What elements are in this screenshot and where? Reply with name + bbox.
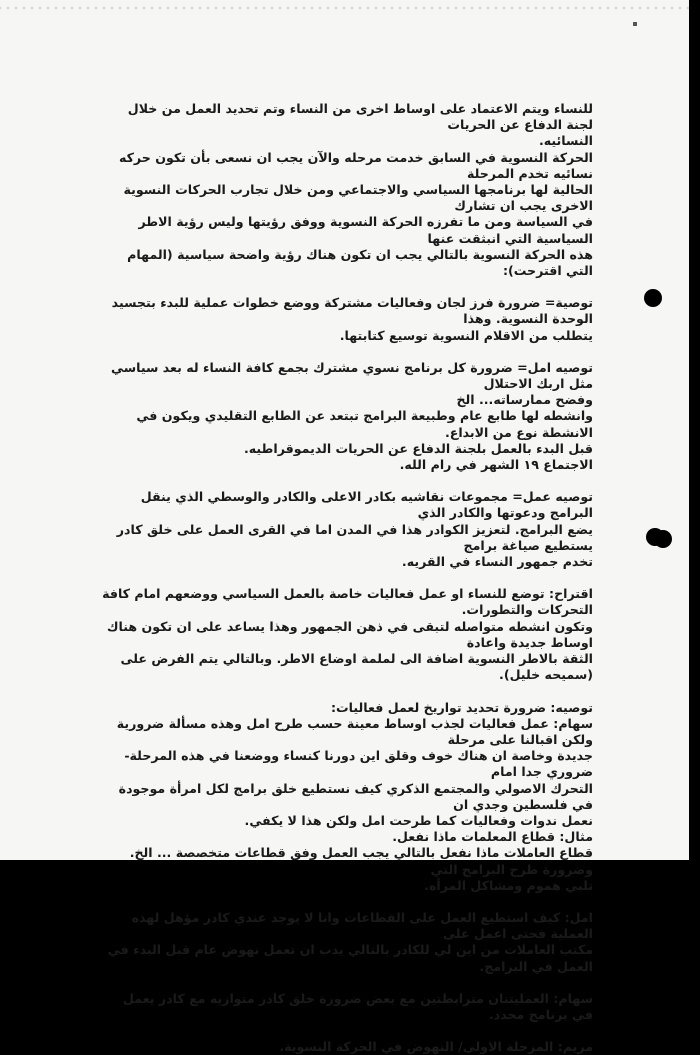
paragraph-gap xyxy=(100,684,593,700)
text-line: يتطلب من الاقلام النسوية توسيع كتابتها. xyxy=(339,327,593,343)
text-line: توصيه عمل= مجموعات نقاشيه بكادر الاعلى والكادر والوسطي الذي ينقل البرامج ودعوتها والكادر الذي xyxy=(140,489,593,521)
text-line: وانشطه لها طابع عام وطبيعة البرامج تبتعد عن الطابع التقليدي ويكون في الانشطة نوع من الابداع. xyxy=(136,408,593,440)
text-line: وتكون انشطه متواصله لتبقى في ذهن الجمهور وهذا يساعد على ان تكون هناك اوساط جديدة واعادة xyxy=(106,618,593,650)
text-line: يضع البرامج. لتعزيز الكوادر هذا في المدن اما في القرى العمل على خلق كادر يستطيع صياغة برامج xyxy=(116,521,593,553)
punch-hole xyxy=(654,530,672,548)
text-line: توصيه امل= ضرورة كل برنامج نسوي مشترك بجمع كافة النساء له بعد سياسي مثل اربك الاحتلال xyxy=(111,359,593,392)
text-line: سهام: العمليتنان مترابطتين مع بعض ضرورة خلق كادر متوازيه مع كادر يعمل في برنامج محدد. xyxy=(123,990,593,1022)
text-line: الثقة بالاطر النسوية اضافة الى لملمة اوضاع الاطر. وبالتالي يتم الفرض على (سميحه خليل). xyxy=(120,651,593,683)
text-line: اقتراح: توضع للنساء او عمل فعاليات خاصة بالعمل السياسي ووضعهم امام كافة التحركات والتطورات. xyxy=(102,586,593,618)
paragraph-gap xyxy=(100,975,593,991)
text-line: للنساء ويتم الاعتماد على اوساط اخرى من النساء وتم تحديد العمل من خلال لجنة الدفاع عن الحريات xyxy=(127,101,593,133)
text-line: مثال: قطاع المعلمات ماذا نفعل. xyxy=(392,829,593,845)
text-line: تخدم جمهور النساء في القريه. xyxy=(401,554,593,570)
text-line: الاجتماع ١٩ الشهر في رام الله. xyxy=(399,457,593,473)
text-line: قبل البدء بالعمل بلجنة الدفاع عن الحريات الديموقراطيه. xyxy=(243,440,593,456)
corner-mark xyxy=(633,22,637,26)
paragraph-gap xyxy=(100,344,593,360)
perforated-edge xyxy=(0,0,689,14)
text-line: سهام: عمل فعاليات لجذب اوساط معينة حسب طرح امل وهذه مسألة ضرورية ولكن اقبالنا على مرحلة xyxy=(116,715,593,747)
text-line: جديدة وخاصة ان هناك خوف وقلق اين دورنا كنساء ووضعنا في هذه المرحلة- ضروري جدا امام xyxy=(124,748,593,780)
text-line: قطاع العاملات ماذا نفعل بالتالي يجب العمل وفق قطاعات متخصصة ... الخ. وضرورة طرح البرامج التي xyxy=(129,845,593,877)
text-line: امل: كيف استطيع العمل على القطاعات وانا لا يوجد عندي كادر مؤهل لهذه العملية فحتى اعمل على xyxy=(131,909,593,942)
text-line: الحركة النسوية في السابق خدمت مرحله والآن يجب ان نسعى بأن تكون حركه نسائيه تخدم المرحلة xyxy=(118,149,593,181)
text-line: التحرك الاصولي والمجتمع الذكري كيف نستطيع خلق برامج لكل امرأة موجودة في فلسطين وجدي ان xyxy=(118,780,593,812)
text-line: تلبي هموم ومشاكل المرأه. xyxy=(424,877,593,893)
text-line: توصيه: ضرورة تحديد تواريخ لعمل فعاليات: xyxy=(330,699,593,715)
text-line: الحالية لها برنامجها السياسي والاجتماعي ومن خلال تجارب الحركات النسوية الاخرى يجب ان تشارك xyxy=(123,182,593,214)
text-line: توصية= ضرورة فرز لجان وفعاليات مشتركة ووضع خطوات عملية للبدء بتجسيد الوحدة النسوية. وهذا xyxy=(111,295,593,327)
text-line: مريم: المرحلة الاولى/ النهوض في الحركة النسوية. xyxy=(279,1039,593,1055)
paragraph-gap xyxy=(100,473,593,489)
paragraph-gap xyxy=(100,570,593,586)
paragraph-gap xyxy=(100,279,593,295)
paragraph-gap xyxy=(100,894,593,910)
text-line: نعمل ندوات وفعاليات كما طرحت امل ولكن هذا لا يكفي. xyxy=(244,812,593,828)
punch-hole xyxy=(644,289,662,307)
text-line: وفضح ممارساته... الخ xyxy=(456,392,593,408)
text-line: هذه الحركة النسوية بالتالي يجب ان تكون هناك رؤية واضحة سياسية (المهام التي اقترحت): xyxy=(127,246,593,279)
text-line: النسائيه. xyxy=(538,133,593,149)
text-line: في السياسة ومن ما تفرزه الحركة النسوية ووفق رؤيتها وليس رؤية الاطر السياسية التي انبثقت عنها xyxy=(138,214,593,246)
paragraph-gap xyxy=(100,1023,593,1039)
document-body xyxy=(100,101,593,1055)
text-line: مكتب العاملات من اين لي للكادر بالتالي يدب ان تعمل نهوض عام قبل البدء في العمل في البرامج. xyxy=(107,942,593,974)
